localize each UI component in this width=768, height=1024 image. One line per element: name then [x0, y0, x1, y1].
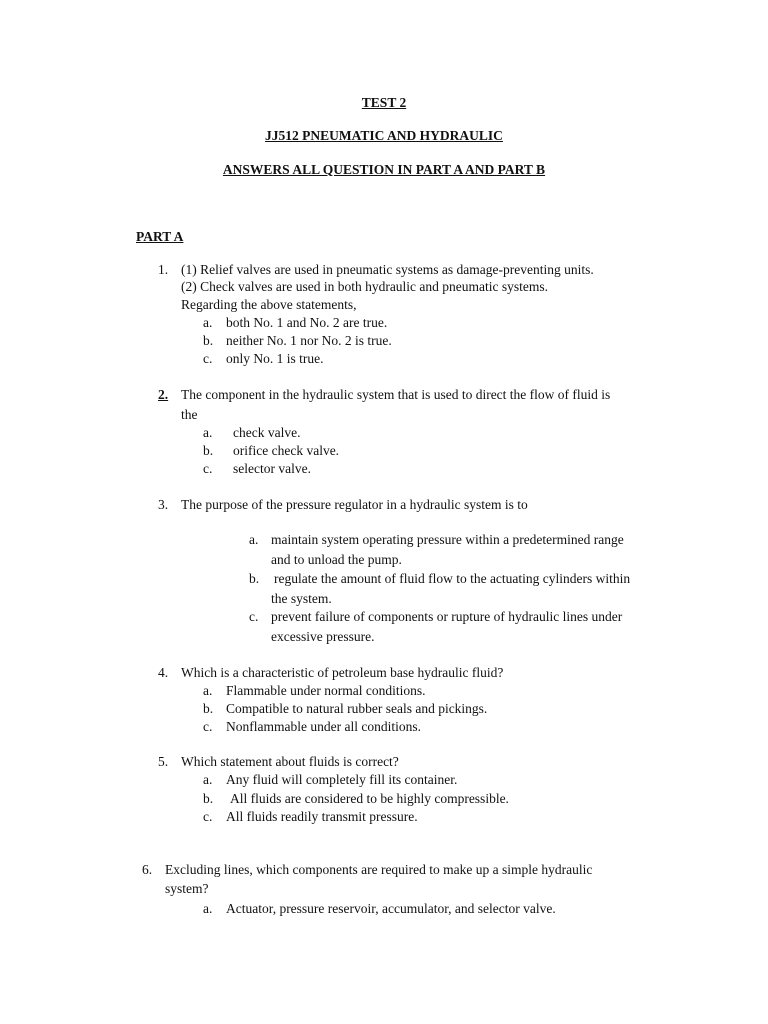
option-text: All fluids are considered to be highly compressible. [230, 791, 509, 806]
option-label: c. [203, 809, 213, 824]
test-title: TEST 2 [361, 95, 407, 110]
option-text: All fluids readily transmit pressure. [226, 809, 418, 824]
question-text: The component in the hydraulic system that is used to direct the flow of fluid is [181, 387, 611, 402]
option-label: a. [203, 683, 213, 698]
option-label: a. [203, 772, 213, 787]
option-text: prevent failure of components or rupture of hydraulic lines under [271, 609, 623, 624]
option-label: c. [203, 719, 213, 734]
option-label: a. [203, 315, 213, 330]
question-text: The purpose of the pressure regulator in a hydraulic system is to [181, 497, 528, 512]
question-text: system? [165, 881, 209, 896]
question-number: 3. [158, 497, 169, 512]
option-label: b. [203, 443, 214, 458]
option-text: Flammable under normal conditions. [226, 683, 426, 698]
part-a-heading: PART A [136, 229, 184, 244]
option-label: b. [203, 701, 214, 716]
question-text: Which statement about fluids is correct? [181, 754, 399, 769]
option-text: maintain system operating pressure within a predetermined range [271, 532, 624, 547]
instruction-heading: ANSWERS ALL QUESTION IN PART A AND PART B [222, 162, 546, 177]
option-label: a. [249, 532, 259, 547]
option-label: b. [203, 791, 214, 806]
question-text: Regarding the above statements, [181, 297, 357, 312]
option-label: c. [203, 461, 213, 476]
question-number: 2. [158, 387, 169, 402]
option-label: b. [249, 571, 260, 586]
question-text: Excluding lines, which components are required to make up a simple hydraulic [165, 862, 593, 877]
option-label: a. [203, 901, 213, 916]
question-number: 6. [142, 862, 153, 877]
question-text: Which is a characteristic of petroleum base hydraulic fluid? [181, 665, 504, 680]
question-text: (2) Check valves are used in both hydraulic and pneumatic systems. [181, 279, 549, 294]
question-number: 4. [158, 665, 169, 680]
question-number: 5. [158, 754, 169, 769]
option-label: c. [203, 351, 213, 366]
option-text: Actuator, pressure reservoir, accumulator, and selector valve. [226, 901, 556, 916]
option-text: Nonflammable under all conditions. [226, 719, 421, 734]
option-label: a. [203, 425, 213, 440]
option-text: check valve. [233, 425, 301, 440]
option-text: neither No. 1 nor No. 2 is true. [226, 333, 392, 348]
option-text: Compatible to natural rubber seals and pickings. [226, 701, 488, 716]
option-text: selector valve. [233, 461, 311, 476]
option-label: b. [203, 333, 214, 348]
option-text: orifice check valve. [233, 443, 340, 458]
question-number: 1. [158, 262, 169, 277]
option-text: both No. 1 and No. 2 are true. [226, 315, 388, 330]
question-text: the [181, 407, 198, 422]
option-text: regulate the amount of fluid flow to the actuating cylinders within [274, 571, 631, 586]
option-text: Any fluid will completely fill its container. [226, 772, 458, 787]
option-label: c. [249, 609, 259, 624]
question-text: (1) Relief valves are used in pneumatic systems as damage-preventing units. [181, 262, 594, 277]
course-title: JJ512 PNEUMATIC AND HYDRAULIC [265, 128, 503, 143]
option-text-continued: and to unload the pump. [271, 552, 402, 567]
option-text: only No. 1 is true. [226, 351, 324, 366]
option-text-continued: excessive pressure. [271, 629, 375, 644]
option-text-continued: the system. [271, 591, 332, 606]
